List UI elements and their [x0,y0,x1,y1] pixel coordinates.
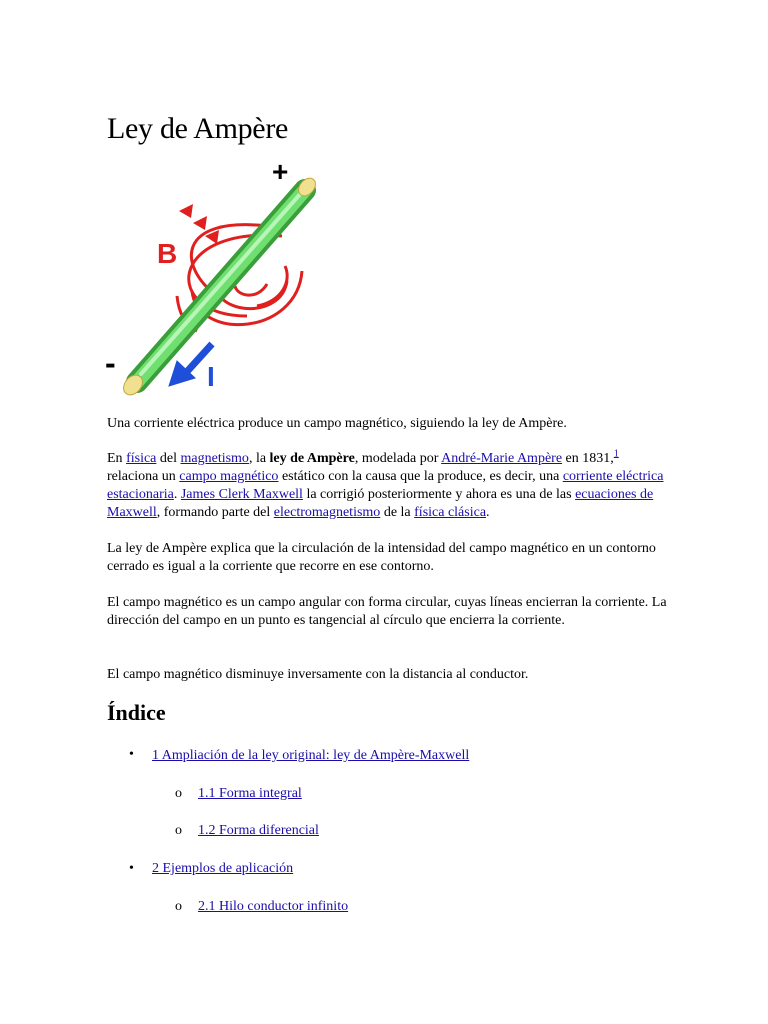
paragraph-circulation: La ley de Ampère explica que la circulación de la intensidad del campo magnético en un contorno cerrado es igual a la corriente que recorre en ese contorno. [107,541,656,574]
toc-item-1-2[interactable]: 1.2 Forma diferencial [198,823,319,838]
toc-sub-bullet: o [175,899,182,914]
i-label: I [207,361,215,392]
toc-bullet: • [129,861,134,876]
page-title: Ley de Ampère [107,112,289,145]
toc-sub-bullet: o [175,786,182,801]
b-label: B [157,238,178,269]
paragraph-distance: El campo magnético disminuye inversamente con la distancia al conductor. [107,667,529,682]
bold-term: ley de Ampère [269,451,355,466]
toc-item-1-1[interactable]: 1.1 Forma integral [198,786,302,801]
toc-item-1[interactable]: 1 Ampliación de la ley original: ley de Ampère-Maxwell [152,748,470,763]
text-run: estático con la causa que la produce, es decir, una [278,469,563,484]
toc-item-2-1[interactable]: 2.1 Hilo conductor infinito [198,899,349,914]
intro-paragraph [107,450,667,522]
text-run: . [173,487,181,502]
link-maxwell[interactable]: James Clerk Maxwell [180,487,303,502]
link-electromagnetismo[interactable]: electromagnetismo [273,505,381,520]
link-magnetismo[interactable]: magnetismo [180,451,249,466]
text-run: del [156,451,181,466]
minus-label: - [105,345,116,381]
paragraph-angular-field: El campo magnético es un campo angular con forma circular, cuyas líneas encierran la corriente. La dirección del campo en un punto es tangencial al círculo que encierra la corriente. [107,595,667,628]
link-ecuaciones[interactable]: ecuaciones de Maxwell [107,487,654,520]
link-campo-magnetico[interactable]: campo magnético [179,469,279,484]
toc-heading: Índice [107,700,166,725]
toc-sub-bullet: o [175,823,182,838]
text-run: . [486,505,490,520]
text-run: , formando parte del [156,505,274,520]
footnote-link[interactable]: 1 [613,448,619,460]
ampere-figure [107,156,327,396]
text-run: la corrigió posteriormente y ahora es una de las [302,487,576,502]
link-fisica[interactable]: física [126,451,157,466]
text-run: , modelada por [354,451,442,466]
toc-bullet: • [129,747,134,762]
text-run: relaciona un [107,469,180,484]
figure-caption: Una corriente eléctrica produce un campo magnético, siguiendo la ley de Ampère. [107,416,567,431]
link-ampere[interactable]: André-Marie Ampère [441,451,563,466]
link-corriente[interactable]: corriente eléctrica estacionaria [107,469,664,502]
plus-label: + [272,156,289,187]
text-run: de la [380,505,415,520]
text-run: en 1831, [562,451,614,466]
text-run: , la [248,451,270,466]
text-run: En [107,451,127,466]
link-fisica-clasica[interactable]: física clásica [414,505,487,520]
toc-item-2[interactable]: 2 Ejemplos de aplicación [152,861,294,876]
